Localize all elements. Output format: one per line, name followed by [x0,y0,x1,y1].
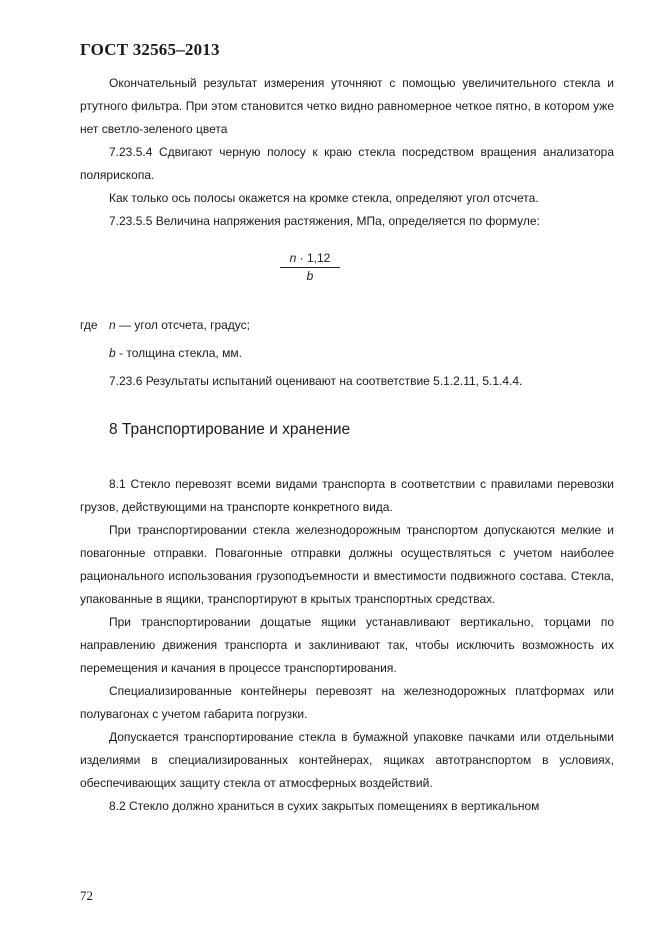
formula-numerator-rest: · 1,12 [296,251,331,265]
where-n-def: — угол отсчета, градус; [115,318,251,332]
formula [280,250,340,284]
paragraph: Окончательный результат измерения уточняют с помощью увеличительного стекла и ртутного фильтра. При этом становится четко видно равномерное четкое пятно, в котором уже нет светло-зеленого цвета [80,76,614,136]
page-number: 72 [80,888,93,903]
formula-n-var: n [289,251,297,265]
paragraph: При транспортировании дощатые ящики устанавливают вертикально, торцами по направлению движения транспорта и заклинивают так, чтобы исключить возможность их перемещения и качания в процессе транспортирования. [80,615,614,675]
paragraph: 7.23.5.5 Величина напряжения растяжения, МПа, определяется по формуле: [109,214,540,228]
paragraph: При транспортировании стекла железнодорожным транспортом допускаются мелкие и повагонные отправки. Повагонные отправки должны осуществляться с учетом наиболее рационального использования грузоподъемности и вместимости подвижного состава. Стекла, упакованные в ящики, транспортируют в крытых транспортных средствах. [80,523,614,606]
where-b-def: - толщина стекла, мм. [115,346,242,360]
paragraph: Как только ось полосы окажется на кромке стекла, определяют угол отсчета. [109,191,539,205]
where-label: где [80,318,98,332]
document-header: ГОСТ 32565–2013 [80,40,220,59]
where-line-b [109,343,242,363]
section-title: 8 Транспортирование и хранение [109,421,351,438]
paragraph: Допускается транспортирование стекла в бумажной упаковке пачками или отдельными изделиями в специализированных контейнерах, ящиках автотранспортом в условиях, обеспечивающих защиту стекла от атмосферных воздействий. [80,730,614,790]
paragraph: 8.2 Стекло должно храниться в сухих закрытых помещениях в вертикальном [109,799,540,813]
where-b-var: b [109,346,116,360]
formula-numerator [280,250,340,268]
where-line-n [80,315,250,335]
formula-denominator: b [306,269,314,283]
paragraph: Специализированные контейнеры перевозят на железнодорожных платформах или полувагонах с учетом габарита погрузки. [80,684,614,721]
where-n-var: n [109,318,116,332]
result-line: 7.23.6 Результаты испытаний оценивают на соответствие 5.1.2.11, 5.1.4.4. [109,374,523,388]
paragraph: 8.1 Стекло перевозят всеми видами транспорта в соответствии с правилами перевозки грузов, действующими на транспорте конкретного вида. [80,477,614,514]
top-text-block [80,72,614,233]
paragraph: 7.23.5.4 Сдвигают черную полосу к краю стекла посредством вращения анализатора полярископа. [80,145,614,182]
section-text-block [80,473,614,818]
